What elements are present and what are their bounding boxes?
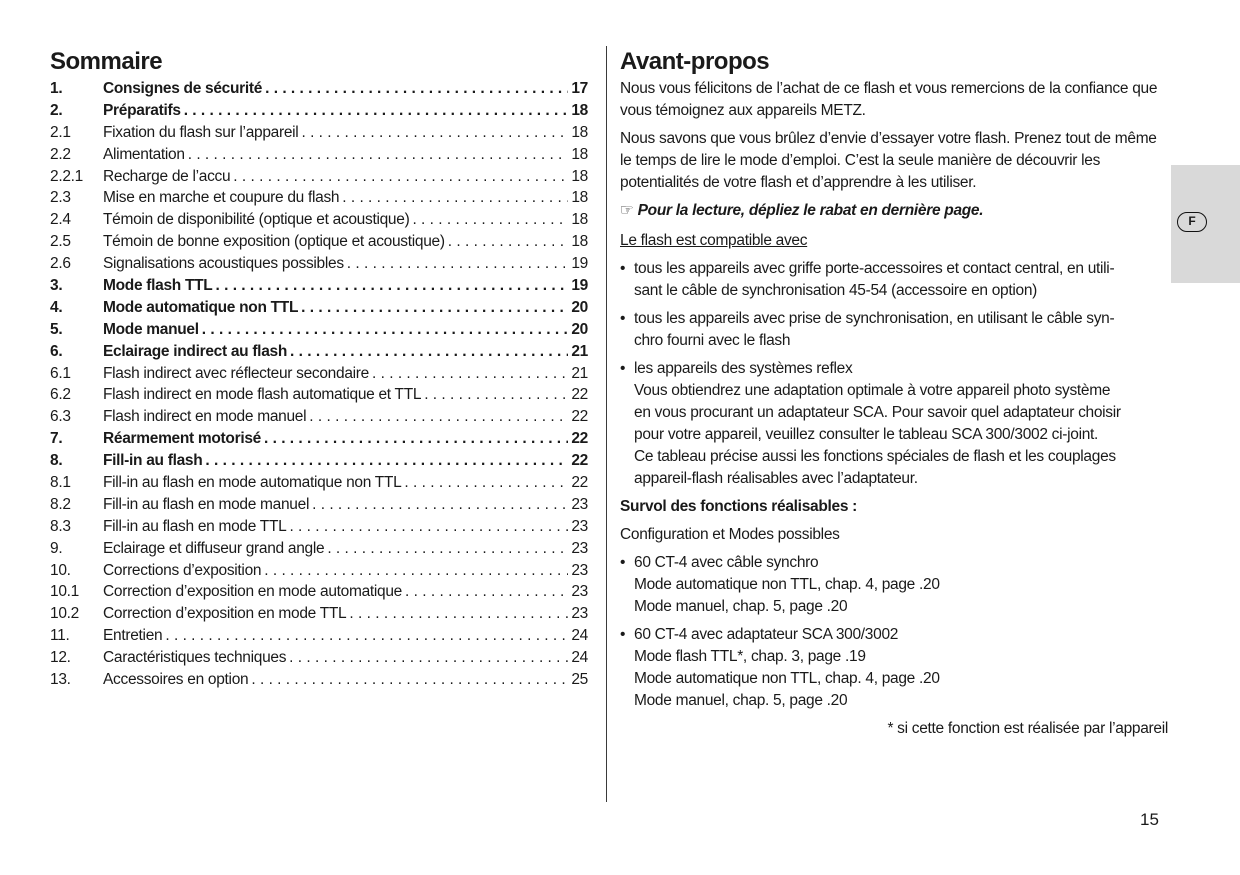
toc-leader-dots — [372, 363, 568, 385]
toc-title: Consignes de sécurité — [103, 80, 263, 97]
toc-number: 7. — [50, 430, 63, 448]
toc-number: 4. — [50, 298, 63, 316]
toc-number: 6.2 — [50, 386, 71, 404]
toc-title: Témoin de bonne exposition (optique et acoustique) — [103, 233, 445, 251]
toc-page-number: 19 — [571, 255, 588, 273]
toc-page-number: 22 — [571, 474, 588, 492]
toc-number: 10.2 — [50, 605, 79, 623]
list-item-line: Mode flash TTL*, chap. 3, page .19 — [634, 648, 866, 665]
toc-row — [50, 560, 588, 582]
toc-number: 2.2 — [50, 145, 71, 163]
toc-row — [50, 275, 588, 297]
toc-page-number: 21 — [571, 342, 588, 360]
toc-page-number: 23 — [571, 583, 588, 601]
toc-title: Réarmement motorisé — [103, 430, 261, 448]
language-badge: F — [1177, 212, 1207, 232]
toc-page-number: 20 — [571, 320, 588, 338]
toc-leader-dots — [184, 100, 569, 122]
toc-page-number: 18 — [571, 123, 588, 141]
toc-page-number: 19 — [571, 277, 588, 295]
list-item-line: Mode automatique non TTL, chap. 4, page .20 — [634, 670, 940, 687]
toc-page-number: 17 — [571, 80, 588, 97]
config-list — [620, 552, 1168, 712]
toc-title: Témoin de disponibilité (optique et acoustique) — [103, 211, 410, 229]
foreword-paragraph-1: Nous vous félicitons de l’achat de ce flash et vous remercions de la confiance que vous témoignez aux appareils METZ. — [620, 80, 1158, 119]
toc-leader-dots — [265, 78, 568, 100]
toc-leader-dots — [405, 581, 568, 603]
toc-title: Entretien — [103, 627, 163, 645]
toc-number: 10. — [50, 561, 71, 579]
config-item — [620, 552, 1168, 618]
foreword-heading: Avant-propos — [620, 48, 770, 75]
toc-number: 2. — [50, 101, 63, 119]
toc-page-number: 24 — [571, 649, 588, 667]
list-item-line: tous les appareils avec prise de synchronisation, en utilisant le câble syn- — [634, 310, 1115, 327]
toc-row — [50, 647, 588, 669]
toc-leader-dots — [264, 560, 568, 582]
toc-row — [50, 231, 588, 253]
toc-number: 6. — [50, 342, 63, 360]
toc-title: Flash indirect en mode flash automatique et TTL — [103, 386, 422, 404]
toc-number: 1. — [50, 80, 63, 97]
toc-row — [50, 428, 588, 450]
compat-item — [620, 258, 1168, 302]
toc-title: Fill-in au flash en mode manuel — [103, 495, 310, 513]
list-item-line: chro fourni avec le flash — [634, 332, 791, 349]
config-item — [620, 624, 1168, 712]
toc-number: 2.2.1 — [50, 167, 83, 185]
toc-number: 11. — [50, 627, 70, 645]
toc-title: Recharge de l’accu — [103, 167, 231, 185]
toc-number: 3. — [50, 277, 63, 295]
bullet-icon: • — [620, 360, 626, 377]
foreword-section — [620, 48, 1168, 740]
toc-title: Caractéristiques techniques — [103, 649, 287, 667]
toc-number: 10.1 — [50, 583, 79, 601]
toc-title: Corrections d’exposition — [103, 561, 262, 579]
toc-row — [50, 78, 588, 100]
pointing-hand-icon: ☞ — [620, 202, 634, 219]
toc-title: Eclairage indirect au flash — [103, 342, 288, 360]
bullet-icon: • — [620, 554, 626, 571]
toc-row — [50, 384, 588, 406]
list-item-line: Mode manuel, chap. 5, page .20 — [634, 692, 848, 709]
toc-page-number: 18 — [571, 233, 588, 251]
bullet-icon: • — [620, 626, 626, 643]
reading-note-text: Pour la lecture, dépliez le rabat en dernière page. — [637, 202, 984, 219]
config-label: Configuration et Modes possibles — [620, 526, 840, 543]
toc-row — [50, 253, 588, 275]
compat-heading: Le flash est compatible avec — [620, 232, 808, 249]
toc-page-number: 24 — [571, 627, 588, 645]
toc-page-number: 23 — [571, 561, 588, 579]
toc-page-number: 20 — [571, 298, 588, 316]
toc-number: 2.6 — [50, 255, 71, 273]
toc-row — [50, 406, 588, 428]
list-item-line: Ce tableau précise aussi les fonctions spéciales de flash et les couplages — [634, 448, 1116, 465]
toc-title: Préparatifs — [103, 101, 181, 119]
table-of-contents — [50, 48, 588, 691]
toc-row — [50, 122, 588, 144]
toc-leader-dots — [309, 406, 568, 428]
foreword-paragraph-2: Nous savons que vous brûlez d’envie d’essayer votre flash. Prenez tout de même le temps de lire le mode d’emploi. C’est la seule manière de découvrir les potentialités de votre flash et d’apprendre à les utiliser. — [620, 130, 1157, 191]
toc-page-number: 21 — [571, 364, 588, 382]
toc-leader-dots — [290, 341, 568, 363]
survey-heading: Survol des fonctions réalisables : — [620, 498, 858, 515]
toc-leader-dots — [264, 428, 568, 450]
toc-title: Signalisations acoustiques possibles — [103, 255, 344, 273]
toc-number: 2.5 — [50, 233, 71, 251]
toc-number: 13. — [50, 671, 71, 689]
toc-row — [50, 472, 588, 494]
toc-leader-dots — [251, 669, 568, 691]
toc-title: Fill-in au flash en mode TTL — [103, 517, 287, 535]
toc-page-number: 22 — [571, 408, 588, 426]
toc-leader-dots — [327, 538, 568, 560]
toc-page-number: 18 — [571, 189, 588, 207]
toc-row — [50, 319, 588, 341]
toc-number: 2.1 — [50, 123, 71, 141]
bullet-icon: • — [620, 260, 626, 277]
toc-leader-dots — [342, 187, 568, 209]
toc-title: Eclairage et diffuseur grand angle — [103, 539, 325, 557]
list-item-line: Mode automatique non TTL, chap. 4, page .20 — [634, 576, 940, 593]
toc-title: Flash indirect en mode manuel — [103, 408, 307, 426]
toc-number: 6.3 — [50, 408, 71, 426]
toc-leader-dots — [312, 494, 568, 516]
toc-page-number: 18 — [571, 167, 588, 185]
toc-number: 12. — [50, 649, 71, 667]
toc-number: 5. — [50, 320, 63, 338]
list-item-line: Vous obtiendrez une adaptation optimale à votre appareil photo système — [634, 382, 1111, 399]
toc-number: 8.2 — [50, 495, 71, 513]
toc-row — [50, 581, 588, 603]
toc-title: Mode flash TTL — [103, 277, 213, 295]
toc-title: Mode manuel — [103, 320, 199, 338]
toc-row — [50, 144, 588, 166]
toc-leader-dots — [289, 647, 568, 669]
reading-note — [620, 200, 1168, 222]
toc-leader-dots — [165, 625, 568, 647]
toc-leader-dots — [404, 472, 568, 494]
toc-leader-dots — [412, 209, 568, 231]
toc-leader-dots — [301, 297, 568, 319]
toc-leader-dots — [233, 166, 568, 188]
toc-row — [50, 187, 588, 209]
toc-row — [50, 538, 588, 560]
list-item-line: en vous procurant un adaptateur SCA. Pour savoir quel adaptateur choisir — [634, 404, 1121, 421]
compat-item — [620, 308, 1168, 352]
toc-leader-dots — [202, 319, 569, 341]
list-item-line: 60 CT-4 avec adaptateur SCA 300/3002 — [634, 626, 899, 643]
toc-row — [50, 166, 588, 188]
toc-number: 8.3 — [50, 517, 71, 535]
toc-row — [50, 625, 588, 647]
toc-page-number: 23 — [571, 495, 588, 513]
toc-page-number: 22 — [571, 386, 588, 404]
toc-leader-dots — [289, 516, 568, 538]
toc-title: Accessoires en option — [103, 671, 249, 689]
toc-leader-dots — [188, 144, 569, 166]
toc-row — [50, 450, 588, 472]
toc-number: 8. — [50, 452, 63, 470]
toc-list — [50, 78, 588, 691]
toc-leader-dots — [301, 122, 568, 144]
toc-title: Fill-in au flash en mode automatique non TTL — [103, 474, 402, 492]
toc-number: 2.3 — [50, 189, 71, 207]
list-item-line: pour votre appareil, veuillez consulter le tableau SCA 300/3002 ci-joint. — [634, 426, 1099, 443]
list-item-line: appareil-flash réalisables avec l’adaptateur. — [634, 470, 918, 487]
toc-row — [50, 494, 588, 516]
list-item-line: sant le câble de synchronisation 45-54 (accessoire en option) — [634, 282, 1038, 299]
toc-row — [50, 341, 588, 363]
toc-page-number: 23 — [571, 605, 588, 623]
toc-row — [50, 100, 588, 122]
compat-list — [620, 258, 1168, 490]
toc-row — [50, 209, 588, 231]
toc-page-number: 18 — [571, 101, 588, 119]
toc-leader-dots — [215, 275, 568, 297]
toc-page-number: 18 — [571, 145, 588, 163]
toc-page-number: 22 — [571, 452, 588, 470]
toc-page-number: 18 — [571, 211, 588, 229]
list-item-line: Mode manuel, chap. 5, page .20 — [634, 598, 848, 615]
toc-leader-dots — [205, 450, 568, 472]
toc-title: Fill-in au flash — [103, 452, 203, 470]
toc-title: Flash indirect avec réflecteur secondaire — [103, 364, 369, 382]
toc-heading: Sommaire — [50, 48, 163, 75]
list-item-line: 60 CT-4 avec câble synchro — [634, 554, 819, 571]
toc-number: 6.1 — [50, 364, 71, 382]
toc-number: 2.4 — [50, 211, 71, 229]
toc-number: 9. — [50, 539, 63, 557]
footnote: * si cette fonction est réalisée par l’appareil — [887, 720, 1168, 737]
toc-page-number: 25 — [571, 671, 588, 689]
toc-page-number: 22 — [571, 430, 588, 448]
bullet-icon: • — [620, 310, 626, 327]
toc-row — [50, 297, 588, 319]
toc-leader-dots — [349, 603, 568, 625]
toc-row — [50, 363, 588, 385]
toc-page-number: 23 — [571, 539, 588, 557]
toc-row — [50, 603, 588, 625]
toc-row — [50, 669, 588, 691]
toc-title: Mode automatique non TTL — [103, 298, 299, 316]
toc-leader-dots — [347, 253, 569, 275]
toc-title: Mise en marche et coupure du flash — [103, 189, 340, 207]
toc-leader-dots — [424, 384, 568, 406]
column-divider — [606, 46, 607, 802]
list-item-line: tous les appareils avec griffe porte-accessoires et contact central, en utili- — [634, 260, 1115, 277]
list-item-line: les appareils des systèmes reflex — [634, 360, 853, 377]
compat-item — [620, 358, 1168, 490]
toc-title: Correction d’exposition en mode automatique — [103, 583, 403, 601]
toc-title: Fixation du flash sur l’appareil — [103, 123, 299, 141]
toc-title: Correction d’exposition en mode TTL — [103, 605, 347, 623]
toc-title: Alimentation — [103, 145, 185, 163]
toc-number: 8.1 — [50, 474, 71, 492]
page-number: 15 — [1140, 810, 1159, 829]
toc-leader-dots — [448, 231, 569, 253]
toc-row — [50, 516, 588, 538]
toc-page-number: 23 — [571, 517, 588, 535]
